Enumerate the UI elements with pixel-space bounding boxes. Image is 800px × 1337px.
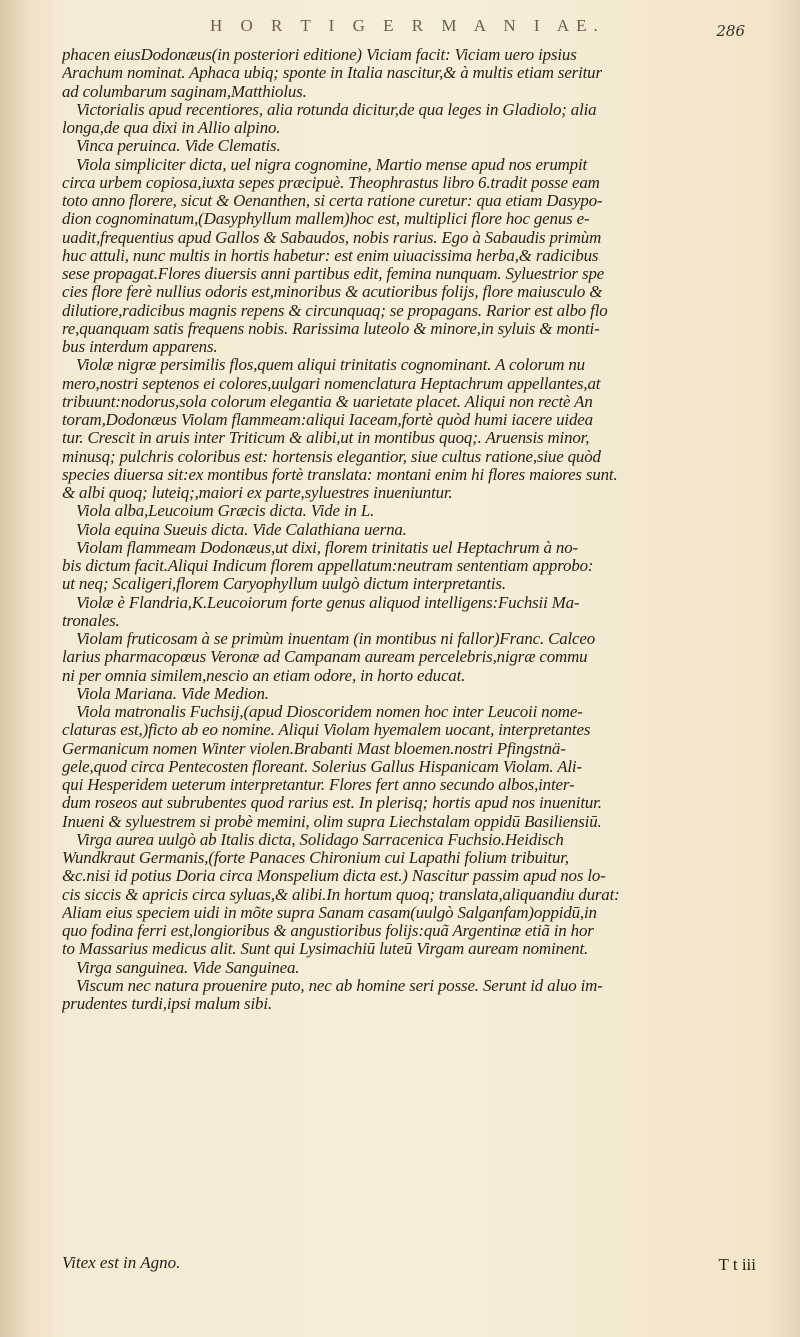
text-line: cies flore ferè nullius odoris est,minoribus & acutioribus folijs, flore maiusculo & [62, 283, 603, 302]
text-line: to Massarius medicus alit. Sunt qui Lysimachiū luteū Virgam auream nominent. [62, 940, 589, 959]
text-line: uadit,frequentius apud Gallos & Sabaudos, nobis rarius. Ego à Sabaudis primùm [62, 228, 602, 247]
text-line: quo fodina ferri est,longioribus & angustioribus folijs:quã Argentinæ etiã in hor [62, 922, 594, 940]
text-line: bus interdum apparens. [62, 338, 218, 356]
text-line: ni per omnia similem,nescio an etiam odore, in horto educat. [62, 666, 466, 685]
text-line: huc attuli, nunc multis in hortis habetur: est enim uiuacissima herba,& radicibus [62, 246, 599, 265]
entry-violae-nigrae: Violæ nigræ persimilis flos,quem aliqui trinitatis cognominant. A colorum nu [76, 356, 585, 375]
entry-viola-flammea: Violam flammeam Dodonæus,ut dixi, florem trinitatis uel Heptachrum à no- [76, 538, 578, 557]
text-line: tribuunt:nodorus,sola colorum elegantia & uarietate placet. Aliqui non rectè An [62, 392, 593, 411]
text-line: dum roseos aut subrubentes quod rarius est. In plerisq; hortis apud nos inuenitur. [62, 794, 602, 813]
text-line: tur. Crescit in aruis inter Triticum & alibi,ut in montibus quoq;. Aruensis minor, [62, 429, 590, 448]
page-gutter-shadow [0, 0, 30, 1337]
text-line: gele,quod circa Pentecosten floreant. Solerius Gallus Hispanicam Violam. Ali- [62, 757, 582, 776]
text-line: & albi quoq; luteiq;,maiori ex parte,syluestres inueniuntur. [62, 484, 453, 502]
text-line: phacen eiusDodonæus(in posteriori editione) Viciam facit: Viciam uero ipsius [62, 46, 577, 64]
page-number: 286 [716, 22, 745, 40]
body-text [62, 46, 764, 1013]
text-line: bis dictum facit.Aliqui Indicum florem appellatum:neutram sententiam approbo: [62, 557, 594, 575]
text-line: tronales. [62, 611, 120, 630]
text-line: Inueni & syluestrem si probè memini, olim supra Liechstalam oppidū Basiliensiū. [62, 812, 602, 831]
text-line: cis siccis & apricis circa syluas,& alibi.In hortum quoq; translata,aliquandiu durat: [62, 885, 620, 904]
entry-viola-equina: Viola equina Sueuis dicta. Vide Calathiana uerna. [76, 520, 407, 539]
entry-viola-matronalis: Viola matronalis Fuchsij,(apud Dioscoridem nomen hoc inter Leucoii nome- [76, 703, 583, 721]
text-line: Arachum nominat. Aphaca ubiq; sponte in Italia nascitur,& à multis etiam seritur [62, 64, 602, 83]
entry-virga-sanguinea: Virga sanguinea. Vide Sanguinea. [76, 958, 300, 977]
text-line: Aliam eius speciem uidi in mõte supra Sanam casam(uulgò Salganfam)oppidū,in [62, 903, 597, 922]
text-line: re,quanquam satis frequens nobis. Rarissima luteolo & minore,in syluis & monti- [62, 319, 600, 338]
text-line: species diuersa sit:ex montibus fortè translata: montani enim hi flores maiores sunt. [62, 465, 618, 484]
running-head: H O R T I G E R M A N I AE. [210, 16, 605, 35]
text-line: dilutiore,radicibus magnis repens & circunquaq; se propagans. Rarior est albo flo [62, 301, 608, 320]
entry-viola-mariana: Viola Mariana. Vide Medion. [76, 684, 269, 703]
entry-viola-fruticosa: Violam fruticosam à se primùm inuentam (in montibus ni fallor)Franc. Calceo [76, 630, 596, 648]
catchword: Vitex est in Agno. [62, 1253, 181, 1272]
text-line: longa,de qua dixi in Allio alpino. [62, 119, 281, 137]
entry-viola: Viola simpliciter dicta, uel nigra cognomine, Martio mense apud nos erumpit [76, 155, 588, 174]
text-line: ad columbarum saginam,Matthiolus. [62, 82, 307, 101]
text-line: Wundkraut Germanis,(forte Panaces Chironium cui Lapathi folium tribuitur, [62, 849, 569, 867]
entry-violae-flandria: Violæ è Flandria,K.Leucoiorum forte genus aliquod intelligens:Fuchsii Ma- [76, 593, 580, 612]
text-line: larius pharmacopœus Veronæ ad Campanam auream percelebris,nigræ commu [62, 648, 588, 667]
entry-victorialis: Victorialis apud recentiores, alia rotunda dicitur,de qua leges in Gladiolo; alia [76, 100, 597, 119]
entry-vinca: Vinca peruinca. Vide Clematis. [76, 137, 281, 156]
text-line: circa urbem copiosa,iuxta sepes præcipuè. Theophrastus libro 6.tradit posse eam [62, 173, 600, 192]
page-footer [62, 1253, 762, 1277]
text-line: sese propagat.Flores diuersis anni partibus edit, femina nunquam. Syluestrior spe [62, 265, 605, 283]
entry-viscum: Viscum nec natura prouenire puto, nec ab homine seri posse. Serunt id aluo im- [76, 976, 603, 995]
text-line: qui Hesperidem ueterum interpretantur. Flores fert anno secundo albos,inter- [62, 776, 575, 794]
text-line: minusq; pulchris coloribus est: hortensis elegantior, siue cultus ratione,siue quòd [62, 447, 601, 466]
text-line: Germanicum nomen Winter violen.Brabanti Mast bloemen.nostri Pfingstnä- [62, 739, 566, 758]
entry-viola-alba: Viola alba,Leucoium Græcis dicta. Vide in L. [76, 502, 375, 521]
text-line: dion cognominatum,(Dasyphyllum mallem)hoc est, multiplici flore hoc genus e- [62, 210, 590, 229]
text-line: toto anno florere, sicut & Oenanthen, si certa ratione curetur: qua etiam Dasypo- [62, 192, 603, 210]
text-line: &c.nisi id potius Doria circa Monspelium dicta est.) Nascitur passim apud nos lo- [62, 867, 606, 886]
text-line: toram,Dodonæus Violam flammeam:aliqui Iaceam,fortè quòd humi iacere uidea [62, 411, 593, 429]
page-edge-shadow [770, 0, 800, 1337]
text-line: mero,nostri septenos ei colores,uulgari nomenclatura Heptachrum appellantes,at [62, 374, 601, 393]
text-line: claturas est,)ficto ab eo nomine. Aliqui Violam hyemalem uocant, interpretantes [62, 721, 591, 740]
text-line: prudentes turdi,ipsi malum sibi. [62, 995, 272, 1013]
entry-virga-aurea: Virga aurea uulgò ab Italis dicta, Solidago Sarracenica Fuchsio.Heidisch [76, 830, 564, 849]
page-header [0, 14, 800, 44]
text-line: ut neq; Scaligeri,florem Caryophyllum uulgò dictum interpretantis. [62, 575, 506, 594]
signature-mark: T t iii [718, 1255, 756, 1274]
